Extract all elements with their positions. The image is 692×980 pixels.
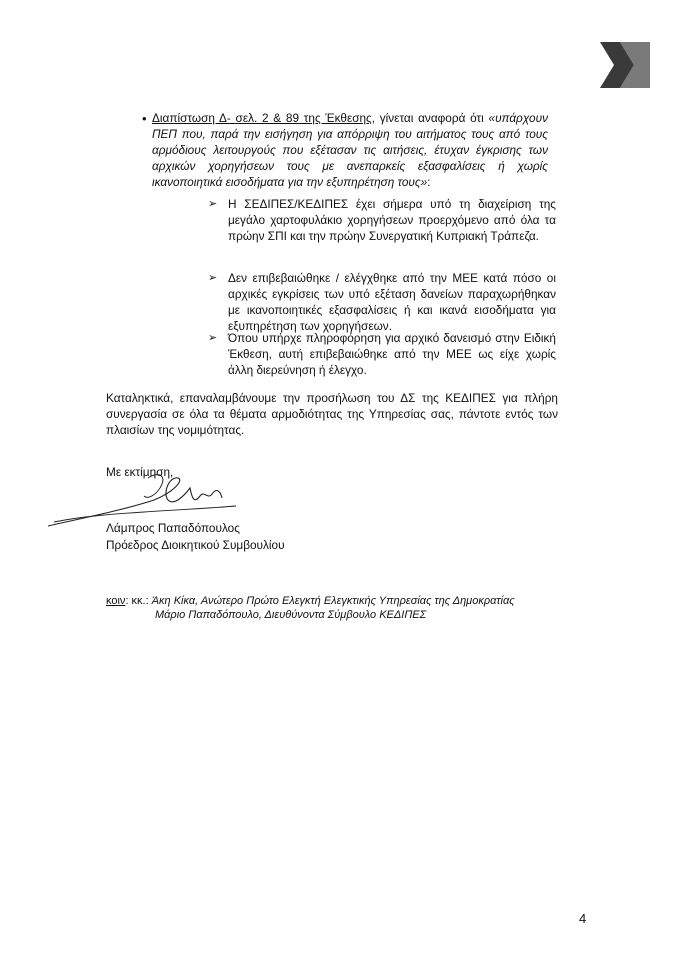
signer-name: Λάμπρος Παπαδόπουλος: [106, 521, 240, 535]
list-item: ➢ Όπου υπήρχε πληροφόρηση για αρχικό δανεισμό στην Ειδική Έκθεση, αυτή επιβεβαιώθηκε από την ΜΕΕ ως είχε χωρίς άλλη διερεύνηση ή έλεγχο.: [208, 331, 556, 377]
finding-reference: Διαπίστωση Δ- σελ. 2 & 89 της Έκθεσης: [152, 111, 372, 125]
cc-line: κοιν: κκ.: Άκη Κίκα, Ανώτερο Πρώτο Ελεγκτή Ελεγκτικής Υπηρεσίας της Δημοκρατίας: [106, 595, 515, 607]
regards: Με εκτίμηση,: [106, 465, 174, 479]
finding-paragraph: • Διαπίστωση Δ- σελ. 2 & 89 της Έκθεσης, γίνεται αναφορά ότι «υπάρχουν ΠΕΠ που, παρά την εισήγηση για απόρριψη του αιτήματος τους από τους αρμόδιους λειτουργούς που εξέτασαν τις αιτήσεις, έτυχαν έγκρισης των αρχικών χορηγήσεων τους με ανεπαρκείς εξασφαλίσεις ή χωρίς ικανοποιητικά εισοδήματα για την εξυπηρέτηση τους»:: [142, 111, 548, 189]
bullet-icon: •: [142, 111, 147, 126]
closing-paragraph: Καταληκτικά, επαναλαμβάνουμε την προσήλωση του ΔΣ της ΚΕΔΙΠΕΣ για πλήρη συνεργασία σε όλα τα θέματα αρμοδιότητας της Υπηρεσίας σας, πάντοτε εντός των πλαισίων της νομιμότητας.: [106, 391, 558, 437]
chevron-logo-icon: [600, 42, 650, 88]
page-number: 4: [579, 911, 587, 926]
cc-label: κοιν: [106, 595, 126, 607]
arrow-bullet-icon: ➢: [208, 332, 218, 344]
arrow-bullet-icon: ➢: [208, 272, 218, 284]
list-item: ➢ Δεν επιβεβαιώθηκε / ελέγχθηκε από την ΜΕΕ κατά πόσο οι αρχικές εγκρίσεις των υπό εξέταση δανείων παραχωρήθηκαν με ικανοποιητικές εξασφαλίσεις ή και ικανά εισοδήματα για εξυπηρέτηση των χορηγήσεων.: [208, 271, 556, 333]
list-item: ➢ Η ΣΕΔΙΠΕΣ/ΚΕΔΙΠΕΣ έχει σήμερα υπό τη διαχείριση της μεγάλο χαρτοφυλάκιο χορηγήσεων προερχόμενο από όλα τα πρώην ΣΠΙ και την πρώην Συνεργατική Κυπριακή Τράπεζα.: [208, 197, 556, 243]
cc-recipient-1: Άκη Κίκα, Ανώτερο Πρώτο Ελεγκτή Ελεγκτικής Υπηρεσίας της Δημοκρατίας: [151, 595, 515, 607]
signer-title: Πρόεδρος Διοικητικού Συμβουλίου: [106, 538, 285, 552]
arrow-bullet-icon: ➢: [208, 198, 218, 210]
finding-lead: , γίνεται αναφορά ότι: [371, 111, 489, 125]
cc-recipient-2: Μάριο Παπαδόπουλο, Διευθύνοντα Σύμβουλο ΚΕΔΙΠΕΣ: [155, 609, 427, 621]
finding-quote: «υπάρχουν ΠΕΠ που, παρά την εισήγηση για απόρριψη του αιτήματος τους από τους αρμόδιους λειτουργούς που εξέτασαν τις αιτήσεις, έτυχαν έγκρισης των αρχικών χορηγήσεων τους με ανεπαρκείς εξασφαλίσεις ή χωρίς ικανοποιητικά εισοδήματα για την εξυπηρέτηση τους»: [152, 111, 548, 189]
